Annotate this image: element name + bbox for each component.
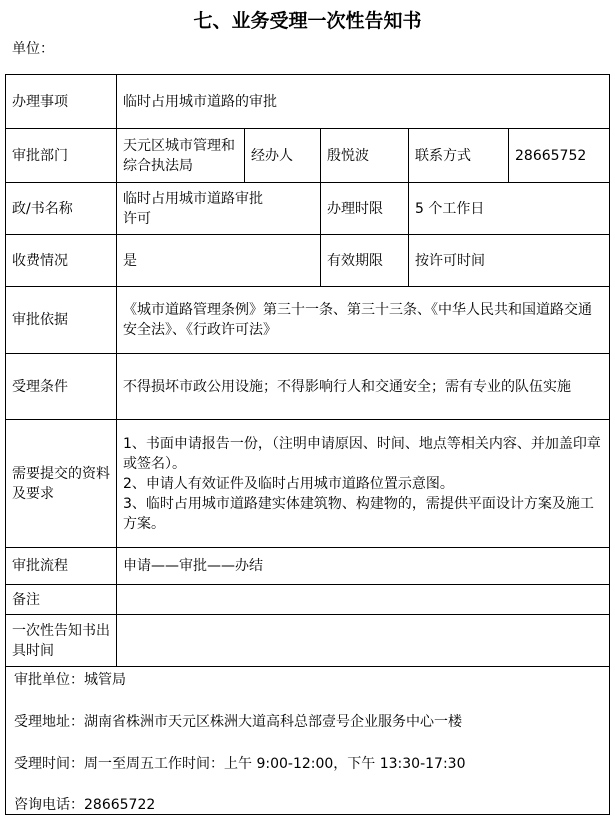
validity-label: 有效期限 <box>320 234 408 286</box>
conditions-value: 不得损坏市政公用设施；不得影响行人和交通安全；需有专业的队伍实施 <box>116 353 610 419</box>
process-value: 申请——审批——办结 <box>116 547 610 584</box>
permit-value: 临时占用城市道路审批许可 <box>116 182 320 234</box>
item-label: 办理事项 <box>5 74 116 128</box>
handler-label: 经办人 <box>244 128 320 182</box>
materials-list <box>116 419 610 547</box>
fee-value: 是 <box>116 234 320 286</box>
limit-value: 5 个工作日 <box>408 182 610 234</box>
approval-unit: 审批单位：城管局 <box>14 672 126 688</box>
phone: 咨询电话：28665722 <box>14 797 156 813</box>
footer-block <box>5 666 610 815</box>
handler-value: 殷悦波 <box>320 128 408 182</box>
fee-label: 收费情况 <box>5 234 116 286</box>
office-hours: 受理时间：周一至周五工作时间：上午 9:00-12:00，下午 13:30-17:30 <box>14 756 466 772</box>
basis-label: 审批依据 <box>5 286 116 353</box>
basis-value: 《城市道路管理条例》第三十一条、第三十三条、《中华人民共和国道路交通安全法》、《行政许可法》 <box>116 286 610 353</box>
process-label: 审批流程 <box>5 547 116 584</box>
issue-time-label: 一次性告知书出具时间 <box>5 614 116 666</box>
limit-label: 办理时限 <box>320 182 408 234</box>
conditions-label: 受理条件 <box>5 353 116 419</box>
materials-item: 2、申请人有效证件及临时占用城市道路位置示意图。 <box>123 476 454 492</box>
page-title: 七、业务受理一次性告知书 <box>193 10 422 32</box>
dept-value: 天元区城市管理和综合执法局 <box>116 128 244 182</box>
materials-item: 3、临时占用城市道路建实体建筑物、构建物的，需提供平面设计方案及施工方案。 <box>123 496 594 532</box>
item-value: 临时占用城市道路的审批 <box>116 74 610 128</box>
contact-label: 联系方式 <box>408 128 508 182</box>
validity-value: 按许可时间 <box>408 234 610 286</box>
contact-value: 28665752 <box>508 128 610 182</box>
unit-label: 单位： <box>12 41 54 57</box>
dept-label: 审批部门 <box>5 128 116 182</box>
materials-label: 需要提交的资料及要求 <box>5 419 116 547</box>
remarks-label: 备注 <box>5 584 116 614</box>
materials-item: 1、书面申请报告一份，（注明申请原因、时间、地点等相关内容、并加盖印章或签名）。 <box>123 436 601 472</box>
permit-label: 政/书名称 <box>5 182 116 234</box>
remarks-value <box>116 584 610 614</box>
issue-time-value <box>116 614 610 666</box>
address: 受理地址：湖南省株洲市天元区株洲大道高科总部壹号企业服务中心一楼 <box>14 714 462 730</box>
